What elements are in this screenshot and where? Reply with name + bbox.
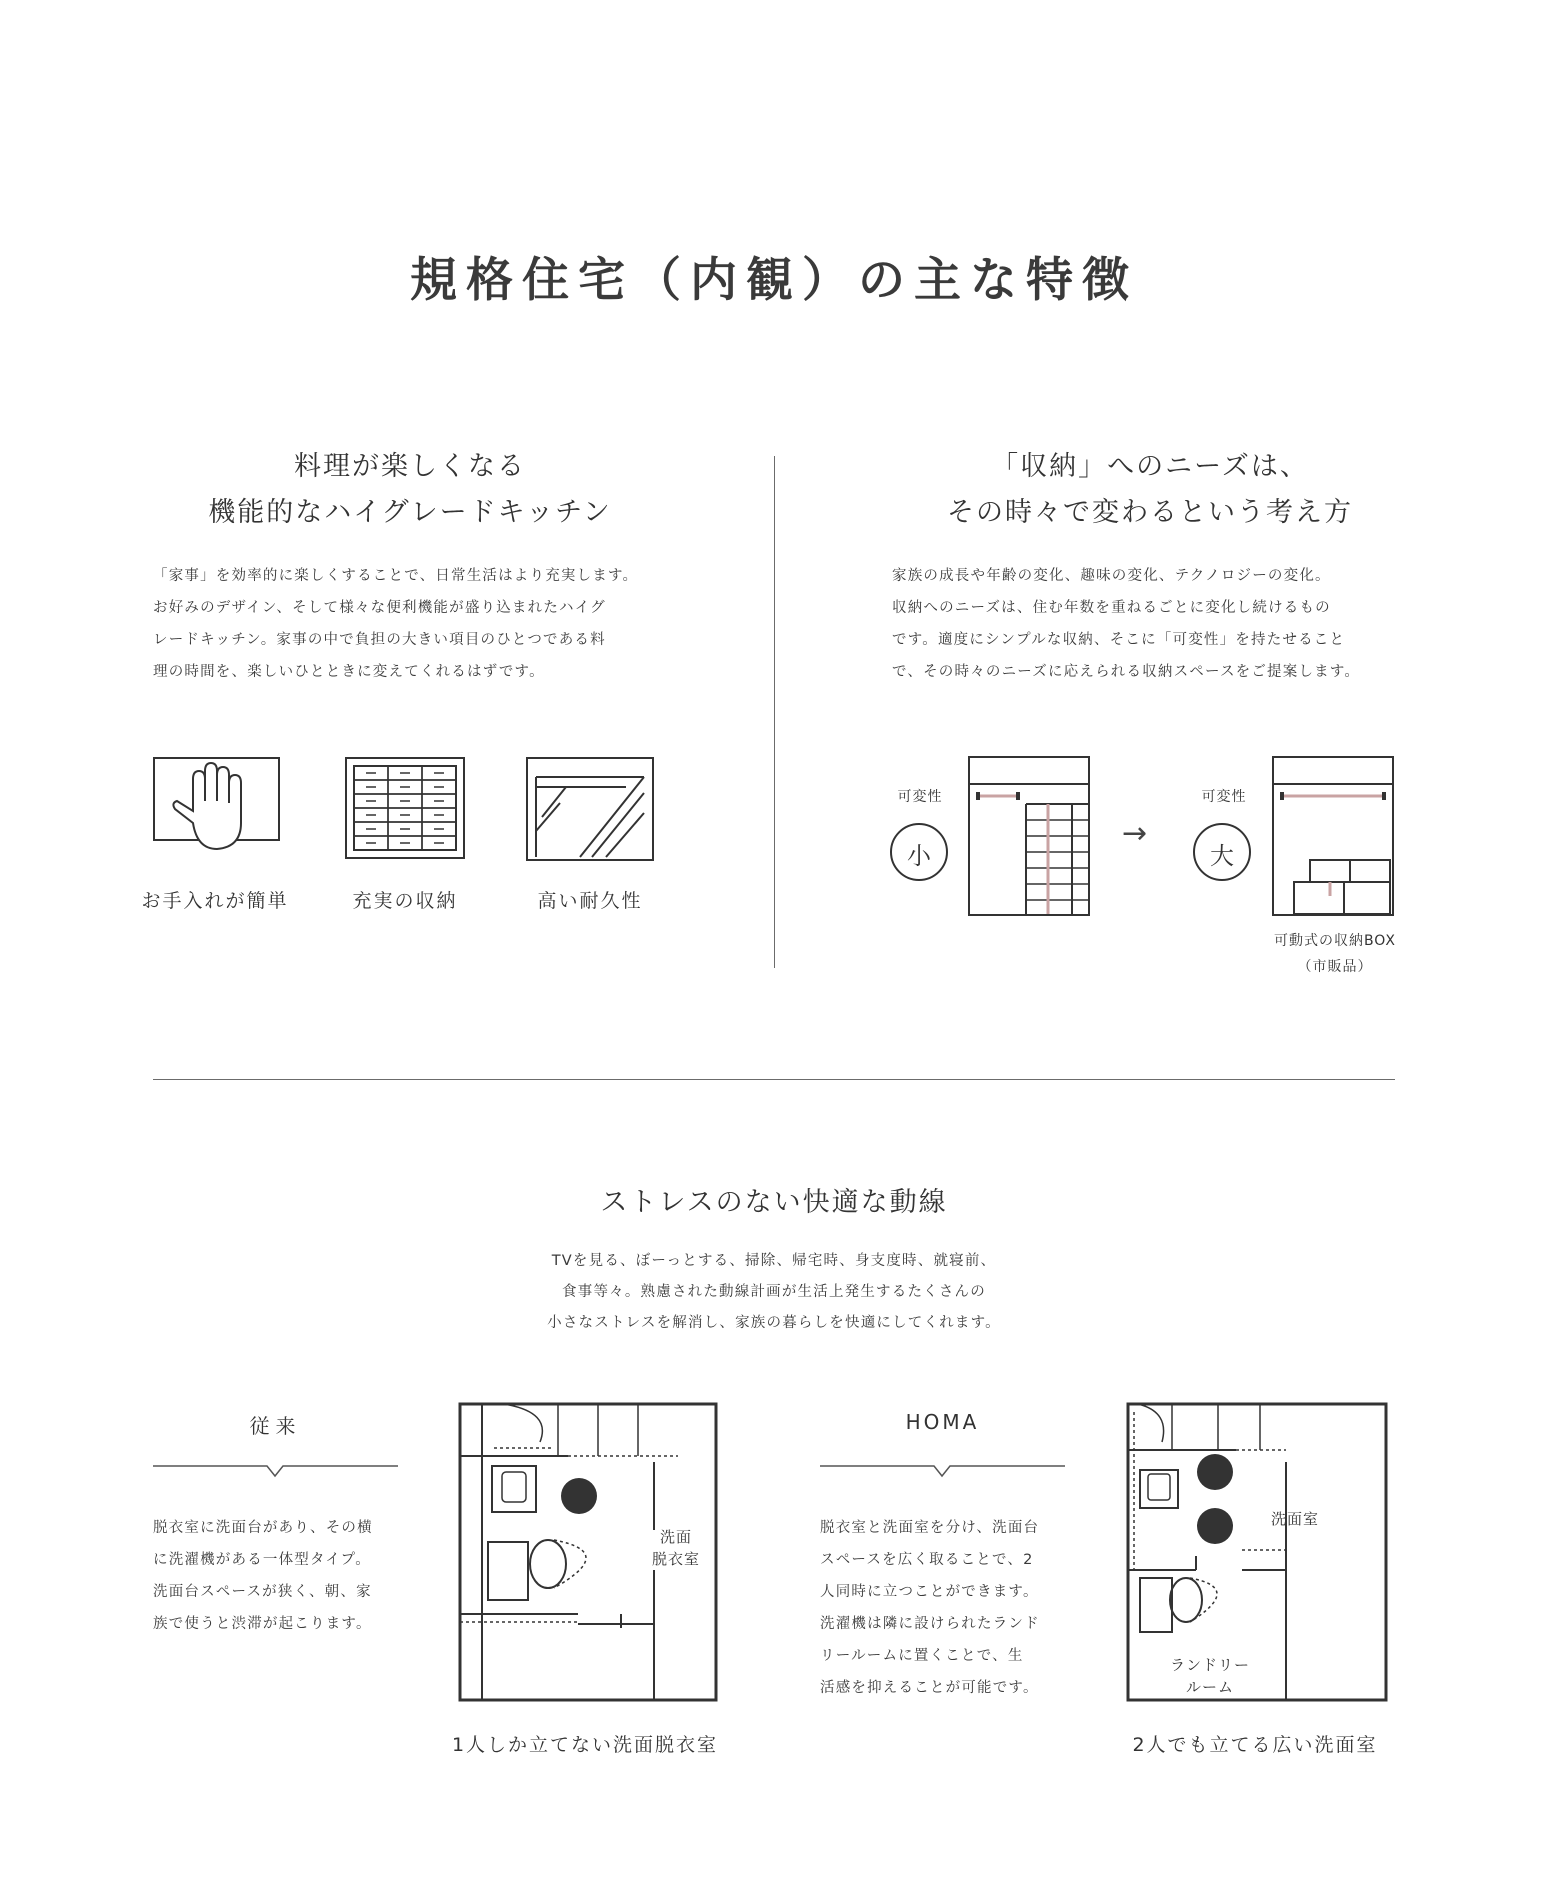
section-divider-horizontal (153, 1079, 1395, 1080)
feature-label-durability: 高い耐久性 (537, 890, 643, 912)
conventional-body-line: 脱衣室に洗面台があり、その横 (153, 1520, 373, 1536)
closet-fixed-shelves-icon (968, 756, 1090, 916)
flow-body-line: 食事等々。熟慮された動線計画が生活上発生するたくさんの (562, 1284, 986, 1300)
hand-icon (153, 757, 280, 854)
storage-title (850, 444, 1450, 536)
flex-level-large: 大 (1210, 842, 1234, 870)
feature-label-easy-care: お手入れが簡単 (141, 890, 289, 912)
box-caption-line1: 可動式の収納BOX (1273, 933, 1397, 949)
kitchen-title (130, 444, 690, 536)
kitchen-body (153, 560, 713, 688)
flow-body-line: TVを見る、ぼーっとする、掃除、帰宅時、身支度時、就寝前、 (551, 1253, 997, 1269)
flow-body-line: 小さなストレスを解消し、家族の暮らしを快適にしてくれます。 (547, 1315, 1001, 1331)
kitchen-title-line1: 料理が楽しくなる (294, 451, 526, 482)
conventional-caption: 1人しか立てない洗面脱衣室 (451, 1734, 719, 1756)
transition-arrow: → (1122, 816, 1148, 851)
page-title: 規格住宅（内観）の主な特徴 (410, 253, 1138, 308)
flow-body (0, 1246, 1548, 1339)
storage-body-line: 収納へのニーズは、住む年数を重ねるごとに変化し続けるもの (892, 600, 1331, 616)
conventional-body-line: 洗面台スペースが狭く、朝、家 (153, 1584, 372, 1600)
homa-body-line: リールームに置くことで、生 (820, 1648, 1024, 1664)
flex-label-before: 可変性 (897, 789, 943, 805)
homa-heading: HOMA (905, 1410, 980, 1434)
homa-body-line: スペースを広く取ることで、2 (820, 1552, 1034, 1568)
flex-label-after: 可変性 (1201, 789, 1247, 805)
storage-body-line: です。適度にシンプルな収納、そこに「可変性」を持たせること (892, 632, 1346, 648)
homa-body-line: 脱衣室と洗面室を分け、洗面台 (820, 1520, 1040, 1536)
homa-laundry-label (1150, 1654, 1270, 1698)
box-caption (1240, 928, 1430, 980)
homa-body-line: 人同時に立つことができます。 (820, 1584, 1039, 1600)
kitchen-body-line: 「家事」を効率的に楽しくすることで、日常生活はより充実します。 (153, 568, 639, 584)
conventional-heading-underline (153, 1464, 398, 1480)
conventional-room-label (636, 1526, 716, 1570)
storage-title-line1: 「収納」へのニーズは、 (991, 451, 1309, 482)
conventional-room-label-line2: 脱衣室 (651, 1550, 700, 1568)
section-divider-vertical (774, 456, 775, 968)
closet-movable-box-icon (1272, 756, 1394, 916)
kitchen-body-line: レードキッチン。家事の中で負担の大きい項目のひとつである料 (153, 632, 606, 648)
conventional-room-label-line1: 洗面 (659, 1528, 692, 1546)
storage-body-line: 家族の成長や年齢の変化、趣味の変化、テクノロジーの変化。 (892, 568, 1331, 584)
flex-level-small: 小 (907, 842, 931, 870)
kitchen-title-line2: 機能的なハイグレードキッチン (208, 497, 612, 528)
storage-body (892, 560, 1452, 688)
homa-caption: 2人でも立てる広い洗面室 (1132, 1734, 1378, 1756)
homa-body (820, 1512, 1100, 1704)
kitchen-body-line: お好みのデザイン、そして様々な便利機能が盛り込まれたハイグ (153, 600, 606, 616)
homa-body-line: 洗濯機は隣に設けられたランド (820, 1616, 1040, 1632)
conventional-body-line: に洗濯機がある一体型タイプ。 (153, 1552, 371, 1568)
homa-body-line: 活感を抑えることが可能です。 (820, 1680, 1039, 1696)
conventional-body (153, 1512, 433, 1640)
homa-room-label: 洗面室 (1270, 1510, 1319, 1528)
homa-laundry-label-line2: ルーム (1185, 1678, 1234, 1696)
conventional-heading: 従来 (249, 1414, 302, 1438)
box-caption-line2: （市販品） (1297, 959, 1373, 975)
conventional-body-line: 族で使うと渋滞が起こります。 (153, 1616, 372, 1632)
storage-title-line2: その時々で変わるという考え方 (947, 497, 1353, 528)
storage-body-line: で、その時々のニーズに応えられる収納スペースをご提案します。 (892, 664, 1361, 680)
flow-title: ストレスのない快適な動線 (600, 1187, 948, 1218)
feature-label-storage: 充実の収納 (352, 890, 458, 912)
homa-heading-underline (820, 1464, 1065, 1480)
kitchen-body-line: 理の時間を、楽しいひとときに変えてくれるはずです。 (153, 664, 545, 680)
drawers-icon (345, 757, 465, 859)
homa-laundry-label-line1: ランドリー (1169, 1656, 1250, 1674)
durability-icon (526, 757, 654, 861)
